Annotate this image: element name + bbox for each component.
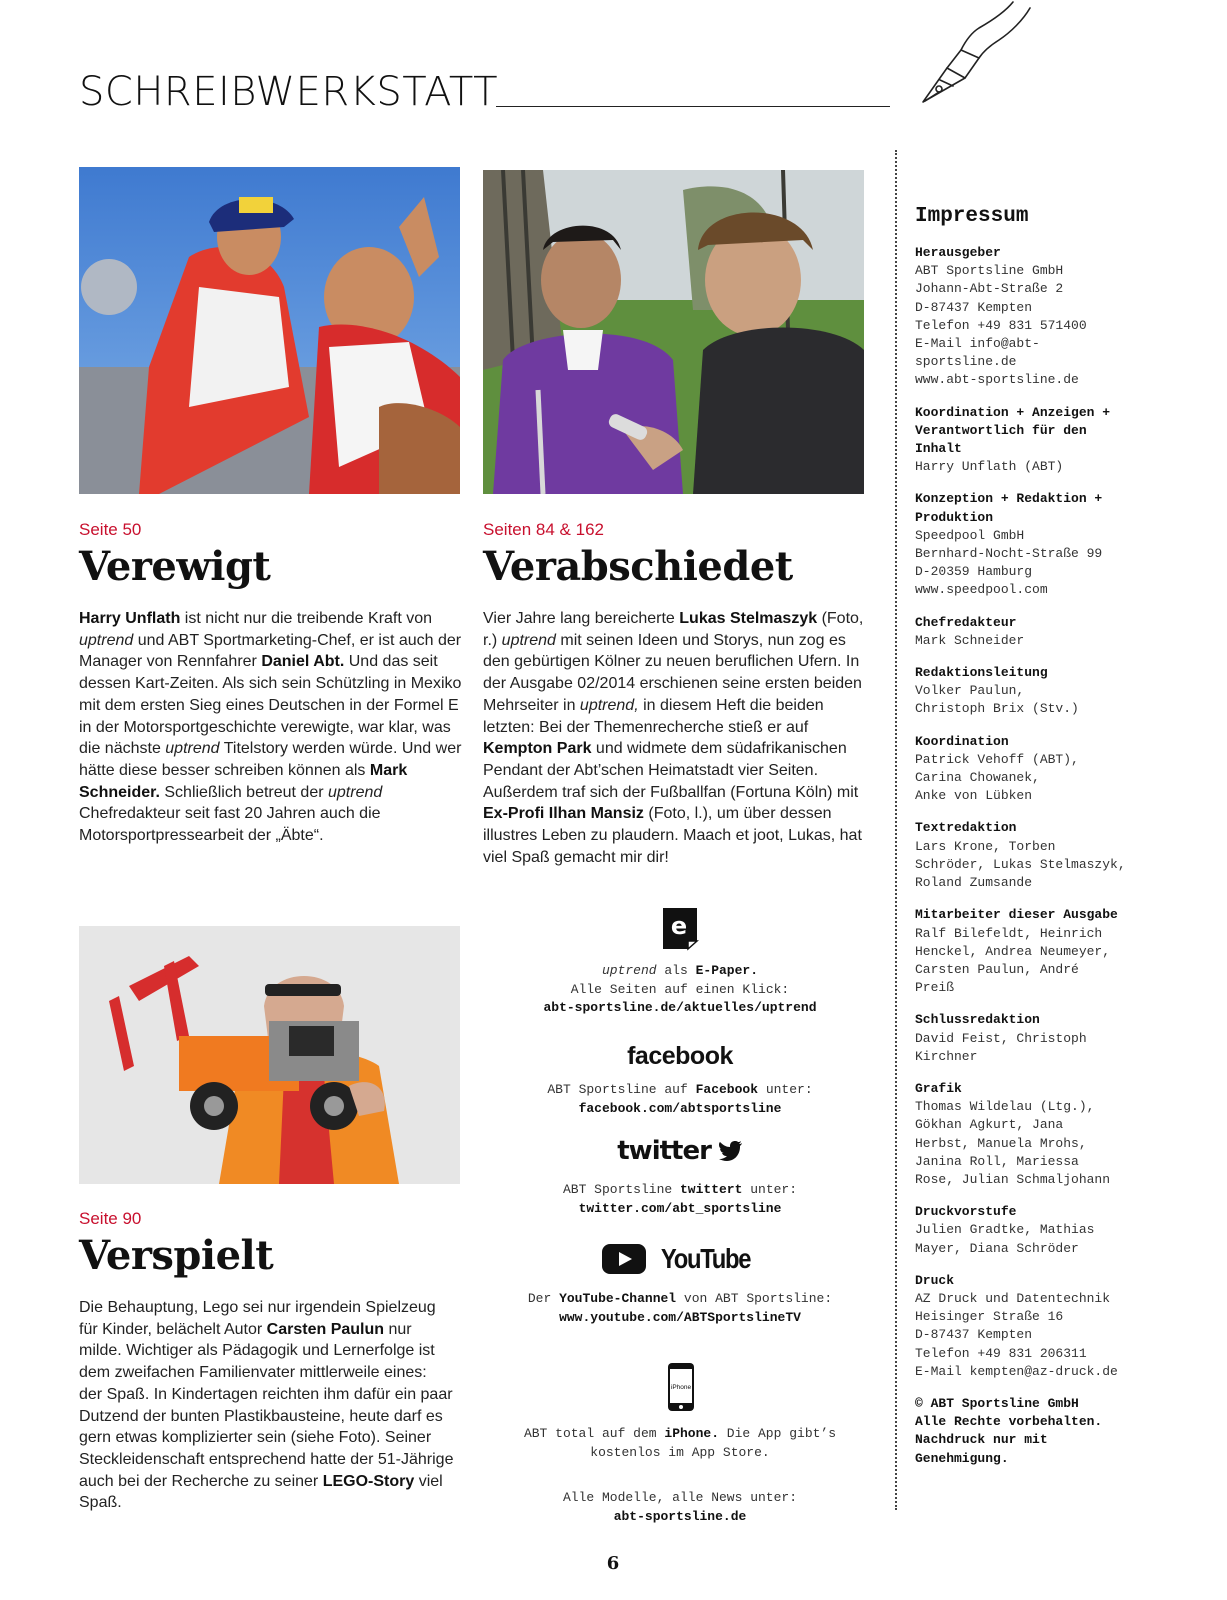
iphone-icon[interactable]: [667, 1362, 695, 1412]
text-run: LEGO-Story: [322, 1472, 415, 1490]
impressum-heading: Konzeption + Redaktion +: [915, 491, 1103, 507]
text-run: unter:: [742, 1182, 798, 1197]
text-run: uptrend: [79, 631, 134, 649]
text-run: als: [656, 963, 696, 978]
twitter-bird-icon: [719, 1141, 743, 1161]
text-run: Der: [527, 1291, 560, 1306]
epaper-icon[interactable]: [660, 905, 700, 951]
impressum-line: Roland Zumsande: [915, 875, 1033, 891]
copyright-line: Alle Rechte vorbehalten.: [915, 1414, 1103, 1430]
impressum-line: Harry Unflath (ABT): [915, 459, 1064, 475]
iphone-line: [475, 1444, 885, 1463]
text-run: ist nicht nur die treibende Kraft von: [180, 610, 433, 627]
column-divider: [895, 150, 897, 1510]
text-run: und ABT Sportmarketing-Chef, er ist auch der Manager von Rennfahrer: [79, 631, 462, 671]
impressum-section: [915, 1080, 1225, 1189]
text-run: kostenlos im App Store.: [590, 1444, 770, 1460]
impressum-line: Patrick Vehoff (ABT),: [915, 751, 1079, 767]
twitter-line: [475, 1181, 885, 1200]
impressum-line: Heisinger Straße 16: [915, 1309, 1064, 1325]
impressum-heading: Redaktionsleitung: [915, 665, 1048, 681]
text-run: unter:: [758, 1082, 813, 1097]
impressum-line: Herbst, Manuela Mrohs,: [915, 1135, 1087, 1151]
iphone-text: [475, 1425, 885, 1462]
article-2-page-ref: Seiten 84 & 162: [483, 520, 604, 539]
article-2-body: [483, 608, 868, 868]
text-run: Chefredakteur seit fast 20 Jahren auch die Motorsportpressearbeit der „Äbte“.: [79, 805, 381, 845]
impressum-heading: Druck: [915, 1272, 955, 1288]
youtube-logo-row[interactable]: [475, 1244, 885, 1280]
facebook-logo[interactable]: facebook: [627, 1042, 733, 1070]
models-line: [475, 1489, 885, 1508]
impressum-line: E-Mail info@abt-: [915, 336, 1040, 352]
impressum-section: [915, 664, 1225, 719]
impressum-heading: Schlussredaktion: [915, 1012, 1040, 1028]
text-run: YouTube-Channel: [559, 1291, 677, 1306]
impressum-line: Christoph Brix (Stv.): [915, 701, 1079, 717]
impressum-line: Thomas Wildelau (Ltg.),: [915, 1099, 1095, 1115]
text-run: Die Behauptung, Lego sei nur irgendein Spielzeug für Kinder, belächelt Autor: [79, 1299, 436, 1338]
impressum-line: Mark Schneider: [915, 632, 1025, 648]
impressum-line: David Feist, Christoph: [915, 1030, 1087, 1046]
impressum-line: www.speedpool.com: [915, 582, 1048, 598]
text-run: mit seinen Ideen und Storys, nun zog es den gebürtigen Kölner zu neuen beruflichen Ufern. In der Ausgabe 02/2014 erschienen seine ersten beiden Mehrseiter in: [483, 631, 862, 714]
text-run: und widmete dem südafrikanischen Pendant der Abt’schen Heimatstadt vier Seiten. Außerdem traf sich der Fußballfan (Fortuna Köln) mit: [483, 740, 859, 801]
youtube-text: [475, 1290, 885, 1327]
impressum-line: Lars Krone, Torben: [915, 838, 1056, 854]
text-run: Die App gibt’s: [719, 1426, 837, 1441]
impressum-heading: Druckvorstufe: [915, 1204, 1017, 1220]
iphone-line: [475, 1425, 885, 1444]
impressum-sections: [915, 244, 1225, 1381]
impressum-line: Ralf Bilefeldt, Heinrich: [915, 925, 1103, 941]
text-run: Vier Jahre lang bereicherte: [483, 610, 680, 627]
impressum-line: Volker Paulun,: [915, 683, 1025, 699]
impressum-line: Kirchner: [915, 1048, 978, 1064]
impressum-section: [915, 1203, 1225, 1258]
impressum-heading: Textredaktion: [915, 820, 1017, 836]
impressum-line: Preiß: [915, 980, 955, 996]
impressum-heading: Koordination: [915, 733, 1009, 749]
text-run: uptrend,: [579, 696, 639, 714]
text-run: uptrend: [165, 740, 220, 758]
impressum-line: D-20359 Hamburg: [915, 564, 1033, 580]
impressum-line: Julien Gradtke, Mathias: [915, 1222, 1095, 1238]
impressum-section: [915, 1272, 1225, 1381]
text-run: Titelstory werden würde. Und wer hätte diese besser schreiben können als: [79, 740, 462, 779]
article-3-page-ref: Seite 90: [79, 1209, 142, 1228]
impressum-section: [915, 819, 1225, 892]
impressum-heading: Koordination + Anzeigen +: [915, 404, 1111, 420]
epaper-line: [475, 962, 885, 981]
text-run: viel Spaß.: [79, 1472, 443, 1512]
text-run: uptrend: [501, 631, 556, 649]
impressum-title: Impressum: [915, 205, 1029, 228]
impressum-section: [915, 244, 1225, 390]
models-text: [475, 1489, 885, 1526]
text-run: ABT Sportsline: [562, 1182, 680, 1197]
article-3-headline: Verspielt: [79, 1232, 274, 1279]
impressum-line: Henckel, Andrea Neumeyer,: [915, 943, 1111, 959]
text-run: twitter.com/abt_sportsline: [578, 1200, 782, 1216]
page-title: SCHREIBWERKSTATT: [79, 69, 499, 115]
impressum-line: ABT Sportsline GmbH: [915, 263, 1064, 279]
text-run: uptrend: [328, 783, 383, 801]
models-line[interactable]: [475, 1508, 885, 1527]
impressum-line: Anke von Lübken: [915, 788, 1033, 804]
facebook-line[interactable]: [475, 1100, 885, 1119]
twitter-wordmark: twitter: [617, 1135, 711, 1166]
impressum-line: D-87437 Kempten: [915, 1327, 1033, 1343]
text-run: (Foto, r.): [483, 610, 864, 649]
impressum-heading: Chefredakteur: [915, 614, 1017, 630]
text-run: twittert: [680, 1182, 743, 1197]
text-run: E-Paper.: [695, 963, 759, 978]
impressum-line: Gökhan Agkurt, Jana: [915, 1117, 1064, 1133]
text-run: abt-sportsline.de: [613, 1508, 747, 1524]
impressum: [915, 205, 1225, 1468]
text-run: facebook.com/abtsportsline: [578, 1100, 782, 1116]
text-run: Daniel Abt.: [261, 653, 345, 671]
impressum-line: AZ Druck und Datentechnik: [915, 1290, 1111, 1306]
youtube-wordmark: YouTube: [661, 1242, 751, 1274]
text-run: Lukas Stelmaszyk: [679, 610, 818, 627]
text-run: abt-sportsline.de/aktuelles/uptrend: [543, 1000, 817, 1015]
photo-lego-truck: [79, 926, 460, 1184]
impressum-line: D-87437 Kempten: [915, 299, 1033, 315]
epaper-line[interactable]: [475, 999, 885, 1018]
twitter-logo-row[interactable]: [475, 1135, 885, 1175]
text-run: in diesem Heft die beiden letzten: Bei der Themenrecherche stieß er auf: [483, 696, 824, 736]
impressum-heading: Verantwortlich für den: [915, 422, 1087, 438]
impressum-heading: Produktion: [915, 509, 994, 525]
impressum-copyright: [915, 1395, 1225, 1468]
impressum-line: Speedpool GmbH: [915, 527, 1025, 543]
youtube-line[interactable]: [475, 1309, 885, 1328]
text-run: ABT total auf dem: [523, 1426, 665, 1441]
text-run: nur milde. Wichtiger als Pädagogik und Lernerfolge ist dem zweifachen Familienvater mittlerweile eines: der Spaß. In Kindertagen reichten ihm dafür ein paar Dutzend der bunten Plastikbausteine, heute darf es gern etwas komplizierter sein (siehe Foto). Seiner Steckleidenschaft entsprechend hatte der 51-Jährige auch bei der Recherche zu seiner: [79, 1320, 454, 1490]
text-run: Alle Modelle, alle News unter:: [562, 1490, 798, 1505]
article-3-body: [79, 1297, 454, 1514]
impressum-line: Johann-Abt-Straße 2: [915, 281, 1064, 297]
impressum-heading: Mitarbeiter dieser Ausgabe: [915, 907, 1118, 923]
text-run: Kempton Park: [483, 740, 592, 758]
epaper-line: [475, 981, 885, 1000]
text-run: www.youtube.com/ABTSportslineTV: [559, 1309, 801, 1325]
copyright-line: Nachdruck nur mit: [915, 1432, 1048, 1448]
impressum-line: Carina Chowanek,: [915, 770, 1040, 786]
text-run: Schließlich betreut der: [159, 783, 328, 801]
impressum-section: [915, 733, 1225, 806]
article-1-body: [79, 608, 464, 847]
text-run: Mark Schneider.: [79, 761, 408, 801]
facebook-text: [475, 1081, 885, 1118]
epaper-glyph: e: [670, 912, 688, 940]
twitter-text: [475, 1181, 885, 1218]
text-run: Alle Seiten auf einen Klick:: [570, 981, 790, 997]
photo-race-celebration: [79, 167, 460, 494]
photo-golf-interview: [483, 170, 864, 494]
youtube-play-icon: [602, 1244, 646, 1274]
text-run: uptrend: [601, 963, 657, 978]
article-1-page-ref: Seite 50: [79, 520, 142, 539]
page-number: 6: [606, 1553, 620, 1574]
impressum-line: Schröder, Lukas Stelmaszyk,: [915, 856, 1126, 872]
impressum-line: Mayer, Diana Schröder: [915, 1240, 1079, 1256]
text-run: von ABT Sportsline:: [676, 1291, 833, 1306]
youtube-line: [475, 1290, 885, 1309]
fountain-pen-icon: [895, 0, 1045, 110]
impressum-section: [915, 404, 1225, 477]
article-1-headline: Verewigt: [79, 543, 271, 590]
impressum-heading: Herausgeber: [915, 245, 1001, 260]
impressum-section: [915, 1011, 1225, 1066]
impressum-line: Bernhard-Nocht-Straße 99: [915, 546, 1103, 562]
impressum-line: www.abt-sportsline.de: [915, 372, 1079, 388]
copyright-line: © ABT Sportsline GmbH: [915, 1395, 1079, 1411]
impressum-line: Janina Roll, Mariessa: [915, 1153, 1079, 1169]
text-run: Carsten Paulun: [266, 1320, 385, 1338]
text-run: ABT Sportsline auf: [547, 1082, 696, 1097]
impressum-heading: Grafik: [915, 1080, 962, 1096]
iphone-label: iPhone: [670, 1384, 692, 1391]
impressum-section: [915, 614, 1225, 650]
epaper-text: [475, 962, 885, 1018]
impressum-line: sportsline.de: [915, 354, 1017, 370]
impressum-section: [915, 490, 1225, 599]
text-run: iPhone.: [664, 1426, 719, 1441]
text-run: Und das seit dessen Kart-Zeiten. Als sich sein Schützling in Mexiko mit dem ersten Sieg eines Deutschen in der Formel E in der Motorsportgeschichte verewigte, war klar, was die nächste: [79, 653, 462, 758]
text-run: Harry Unflath: [79, 610, 181, 627]
impressum-line: E-Mail kempten@az-druck.de: [915, 1363, 1118, 1379]
text-run: (Foto, l.), um über dessen illustres Leben zu plaudern. Maach et joot, Lukas, hat viel Spaß gemacht mir dir!: [483, 805, 862, 866]
impressum-line: Telefon +49 831 206311: [915, 1345, 1087, 1361]
impressum-line: Carsten Paulun, André: [915, 961, 1079, 977]
twitter-line[interactable]: [475, 1200, 885, 1219]
impressum-heading: Inhalt: [915, 441, 962, 457]
impressum-line: Rose, Julian Schmaljohann: [915, 1171, 1111, 1187]
impressum-section: [915, 906, 1225, 997]
text-run: Facebook: [695, 1082, 759, 1097]
article-2-headline: Verabschiedet: [483, 543, 793, 590]
header-rule: [496, 106, 890, 107]
facebook-line: [475, 1081, 885, 1100]
text-run: Ex-Profi Ilhan Mansiz: [483, 805, 644, 823]
impressum-line: Telefon +49 831 571400: [915, 317, 1087, 333]
copyright-line: Genehmigung.: [915, 1450, 1009, 1466]
